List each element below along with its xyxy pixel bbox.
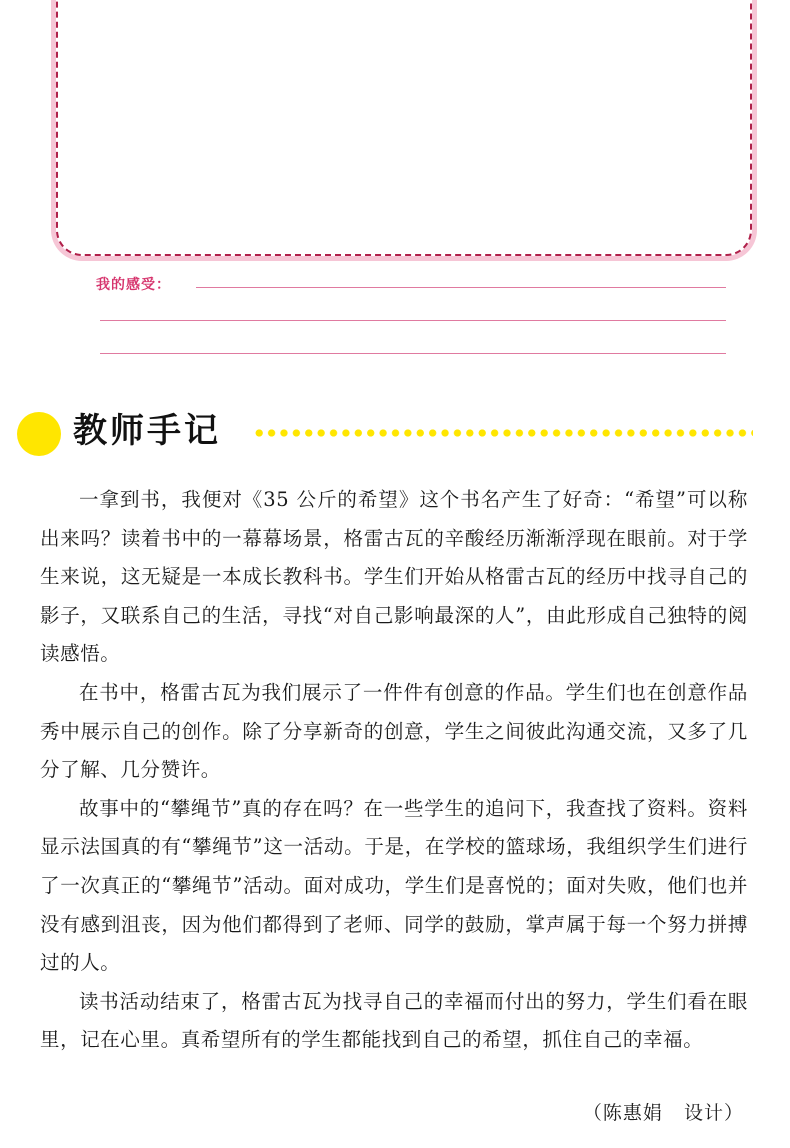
writing-line-2 [100, 320, 726, 321]
section-title: 教师手记 [73, 411, 221, 451]
dotted-divider [253, 428, 753, 438]
writing-line-1 [196, 287, 726, 288]
paragraph: 故事中的“攀绳节”真的存在吗？在一些学生的追问下，我查找了资料。资料显示法国真的有“攀绳节”这一活动。于是，在学校的篮球场，我组织学生们进行了一次真正的“攀绳节”活动。面对成功，学生们是喜悦的；面对失败，他们也并没有感到沮丧，因为他们都得到了老师、同学的鼓励，掌声属于每一个努力拼搏过的人。 [40, 796, 748, 975]
author-signature: （陈惠娟 设计） [582, 1102, 744, 1124]
drawing-box [56, 0, 752, 256]
paragraph: 一拿到书，我便对《35 公斤的希望》这个书名产生了好奇：“希望”可以称出来吗？读着书中的一幕幕场景，格雷古瓦的辛酸经历渐渐浮现在眼前。对于学生来说，这无疑是一本成长教科书。学生们开始从格雷古瓦的经历中找寻自己的影子，又联系自己的生活，寻找“对自己影响最深的人”，由此形成自己独特的阅读感悟。 [40, 488, 748, 666]
paragraph: 读书活动结束了，格雷古瓦为找寻自己的幸福而付出的努力，学生们看在眼里，记在心里。真希望所有的学生都能找到自己的希望，抓住自己的幸福。 [40, 989, 748, 1052]
feeling-label: 我的感受： [96, 277, 171, 293]
yellow-circle-icon [17, 412, 61, 456]
teacher-notes-body [40, 481, 748, 1060]
feeling-section [56, 262, 748, 358]
paragraph: 在书中，格雷古瓦为我们展示了一件件有创意的作品。学生们也在创意作品秀中展示自己的创作。除了分享新奇的创意，学生之间彼此沟通交流，又多了几分了解、几分赞许。 [40, 680, 748, 782]
section-header [17, 408, 757, 458]
writing-line-3 [100, 353, 726, 354]
